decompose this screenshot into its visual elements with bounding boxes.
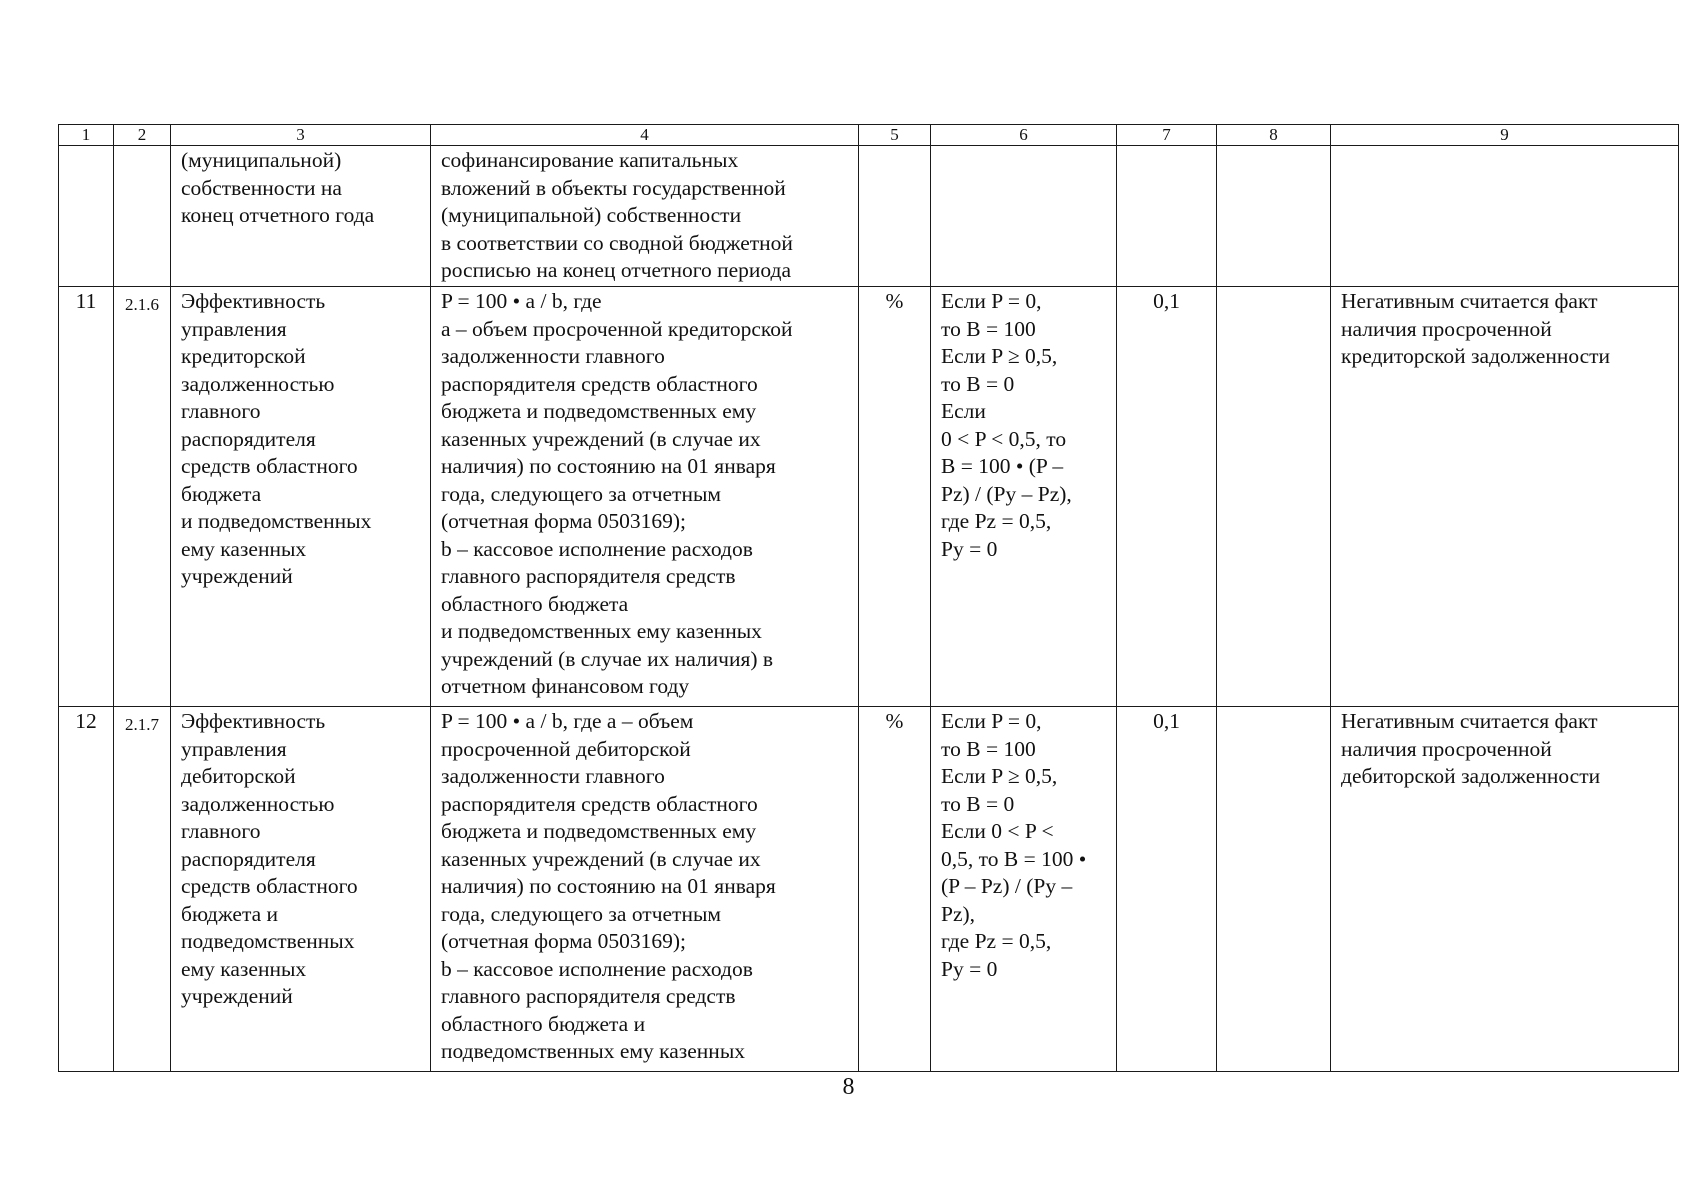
header-col-5: 5 bbox=[859, 125, 931, 146]
cell-formula: софинансирование капитальных вложений в объекты государственной (муниципальной) собственности в соответствии со сводной бюджетной росписью на конец отчетного периода bbox=[431, 146, 859, 287]
cell-col8 bbox=[1217, 146, 1331, 287]
cell-number: 12 bbox=[59, 707, 114, 1072]
header-col-1: 1 bbox=[59, 125, 114, 146]
table-row-continuation bbox=[59, 146, 1679, 287]
header-col-7: 7 bbox=[1117, 125, 1217, 146]
header-col-2: 2 bbox=[114, 125, 171, 146]
cell-code bbox=[114, 146, 171, 287]
cell-col8 bbox=[1217, 287, 1331, 707]
cell-code: 2.1.6 bbox=[114, 287, 171, 707]
cell-comment: Негативным считается факт наличия просроченной дебиторской задолженности bbox=[1331, 707, 1679, 1072]
cell-unit: % bbox=[859, 287, 931, 707]
header-col-8: 8 bbox=[1217, 125, 1331, 146]
header-row bbox=[59, 125, 1679, 146]
header-col-4: 4 bbox=[431, 125, 859, 146]
cell-indicator-name: (муниципальной) собственности на конец отчетного года bbox=[171, 146, 431, 287]
page-number: 8 bbox=[842, 1074, 855, 1100]
cell-score-rule: Если P = 0, то B = 100 Если P ≥ 0,5, то B = 0 Если 0 < P < 0,5, то B = 100 • (P – Pz) / (Py – Pz), где Pz = 0,5, Py = 0 bbox=[931, 707, 1117, 1072]
cell-col8 bbox=[1217, 707, 1331, 1072]
cell-code: 2.1.7 bbox=[114, 707, 171, 1072]
cell-indicator-name: Эффективность управления кредиторской задолженностью главного распорядителя средств областного бюджета и подведомственных ему казенных учреждений bbox=[171, 287, 431, 707]
cell-weight bbox=[1117, 146, 1217, 287]
cell-number bbox=[59, 146, 114, 287]
cell-weight: 0,1 bbox=[1117, 287, 1217, 707]
cell-comment: Негативным считается факт наличия просроченной кредиторской задолженности bbox=[1331, 287, 1679, 707]
table-row-11 bbox=[59, 287, 1679, 707]
cell-indicator-name: Эффективность управления дебиторской задолженностью главного распорядителя средств областного бюджета и подведомственных ему казенных учреждений bbox=[171, 707, 431, 1072]
table-row-12 bbox=[59, 707, 1679, 1072]
header-col-6: 6 bbox=[931, 125, 1117, 146]
cell-number: 11 bbox=[59, 287, 114, 707]
cell-score-rule: Если P = 0, то B = 100 Если P ≥ 0,5, то B = 0 Если 0 < P < 0,5, то B = 100 • (P – Pz) / (Py – Pz), где Pz = 0,5, Py = 0 bbox=[931, 287, 1117, 707]
cell-formula: P = 100 • a / b, где a – объем просроченной дебиторской задолженности главного распорядителя средств областного бюджета и подведомственных ему казенных учреждений (в случае их наличия) по состоянию на 01 января года, следующего за отчетным (отчетная форма 0503169); b – кассовое исполнение расходов главного распорядителя средств областного бюджета и подведомственных ему казенных bbox=[431, 707, 859, 1072]
cell-weight: 0,1 bbox=[1117, 707, 1217, 1072]
header-col-3: 3 bbox=[171, 125, 431, 146]
criteria-table bbox=[58, 124, 1679, 1072]
cell-unit: % bbox=[859, 707, 931, 1072]
cell-formula: P = 100 • a / b, где a – объем просроченной кредиторской задолженности главного распорядителя средств областного бюджета и подведомственных ему казенных учреждений (в случае их наличия) по состоянию на 01 января года, следующего за отчетным (отчетная форма 0503169); b – кассовое исполнение расходов главного распорядителя средств областного бюджета и подведомственных ему казенных учреждений (в случае их наличия) в отчетном финансовом году bbox=[431, 287, 859, 707]
header-col-9: 9 bbox=[1331, 125, 1679, 146]
cell-unit bbox=[859, 146, 931, 287]
cell-score-rule bbox=[931, 146, 1117, 287]
cell-comment bbox=[1331, 146, 1679, 287]
